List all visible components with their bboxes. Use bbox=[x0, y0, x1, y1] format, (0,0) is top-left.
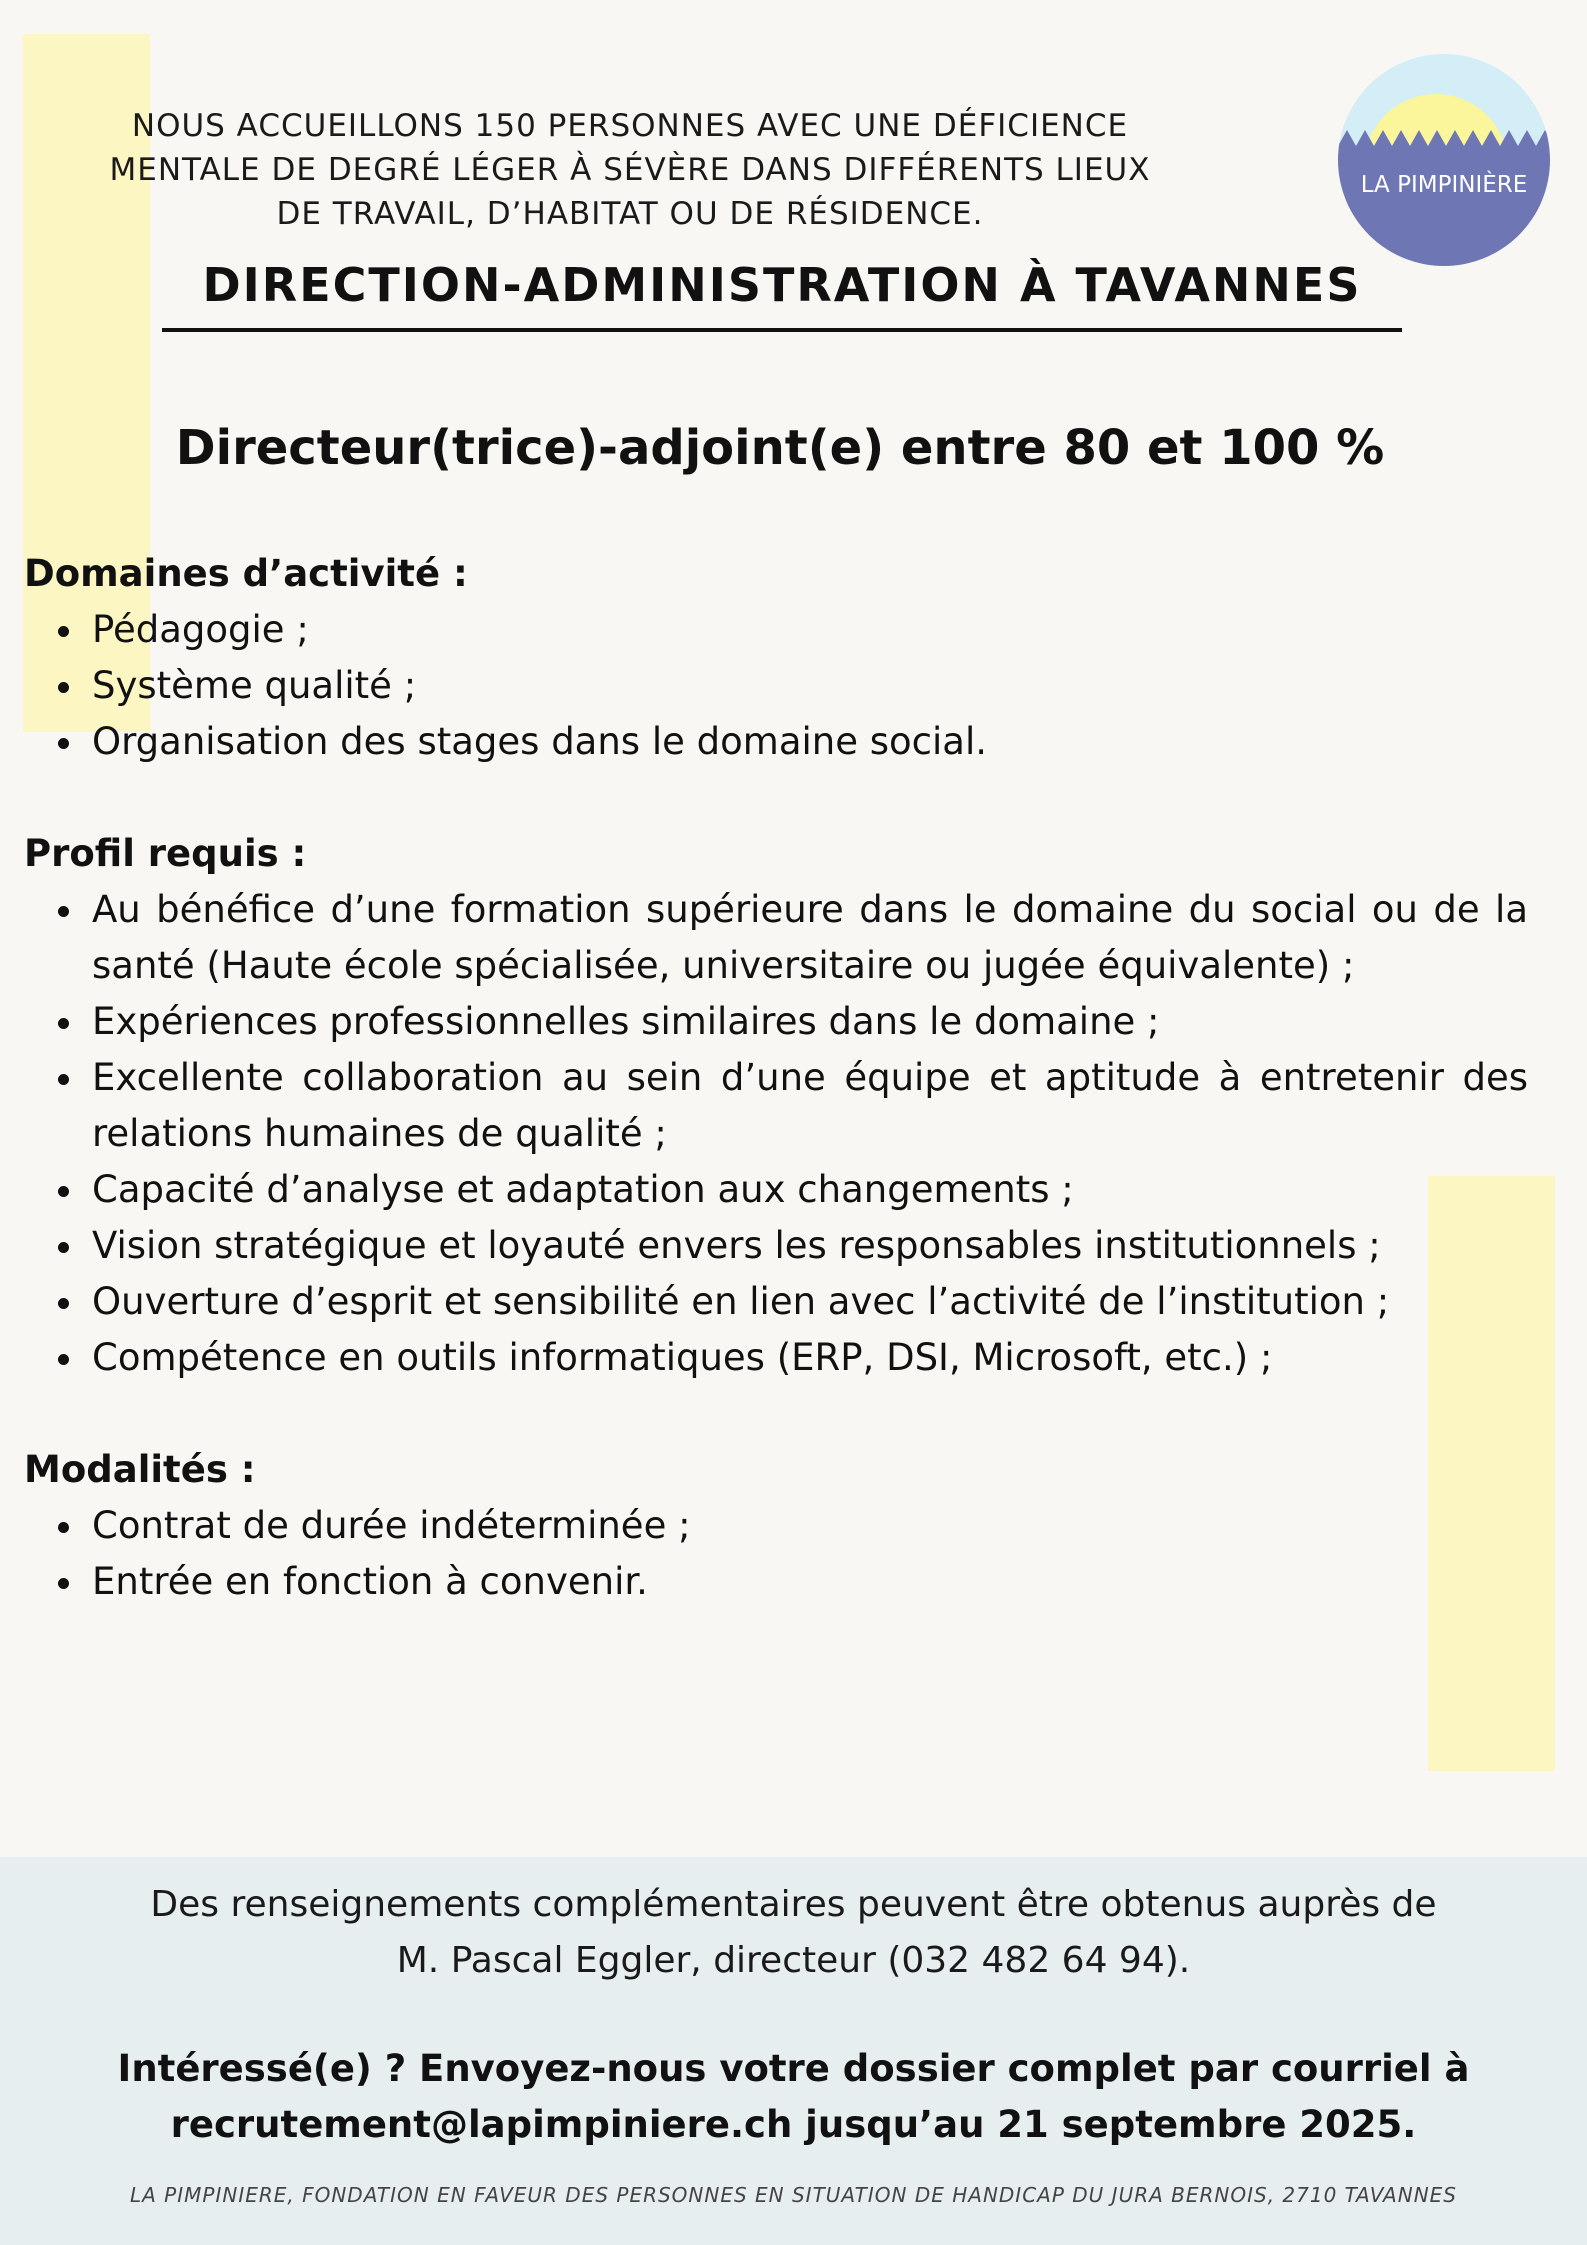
job-details bbox=[24, 546, 1528, 1666]
footer bbox=[0, 1857, 1587, 2245]
list-item: Vision stratégique et loyauté envers les responsables institutionnels ; bbox=[24, 1218, 1528, 1274]
required-profile-list bbox=[24, 882, 1528, 1386]
list-item: Excellente collaboration au sein d’une équipe et aptitude à entretenir des relations humaines de qualité ; bbox=[24, 1050, 1528, 1162]
application-call bbox=[60, 2041, 1527, 2153]
list-item: Expériences professionnelles similaires dans le domaine ; bbox=[24, 994, 1528, 1050]
list-item: Organisation des stages dans le domaine social. bbox=[24, 714, 1528, 770]
terms-list bbox=[24, 1498, 1528, 1610]
list-item: Ouverture d’esprit et sensibilité en lien avec l’activité de l’institution ; bbox=[24, 1274, 1528, 1330]
list-item: Capacité d’analyse et adaptation aux changements ; bbox=[24, 1162, 1528, 1218]
job-title: Directeur(trice)-adjoint(e) entre 80 et 100 % bbox=[175, 420, 1385, 476]
section-title: Domaines d’activité : bbox=[24, 552, 468, 595]
list-item: Compétence en outils informatiques (ERP, DSI, Microsoft, etc.) ; bbox=[24, 1330, 1528, 1386]
section-activity-domains bbox=[24, 546, 1528, 770]
list-item: Au bénéfice d’une formation supérieure dans le domaine du social ou de la santé (Haute école spécialisée, universitaire ou jugée équivalente) ; bbox=[24, 882, 1528, 994]
section-required-profile bbox=[24, 826, 1528, 1386]
application-line: Intéressé(e) ? Envoyez-nous votre dossier complet par courriel à bbox=[117, 2047, 1470, 2090]
intro-line: NOUS ACCUEILLONS 150 PERSONNES AVEC UNE DÉFICIENCE bbox=[131, 108, 1129, 144]
page-headline: DIRECTION-ADMINISTRATION À TAVANNES bbox=[162, 258, 1402, 332]
intro-line: MENTALE DE DEGRÉ LÉGER À SÉVÈRE DANS DIFFÉRENTS LIEUX bbox=[109, 152, 1151, 188]
list-item: Système qualité ; bbox=[24, 658, 1528, 714]
list-item: Contrat de durée indéterminée ; bbox=[24, 1498, 1528, 1554]
application-line: recrutement@lapimpiniere.ch jusqu’au 21 septembre 2025. bbox=[170, 2103, 1417, 2146]
activity-domains-list bbox=[24, 602, 1528, 770]
intro-line: DE TRAVAIL, D’HABITAT OU DE RÉSIDENCE. bbox=[276, 196, 984, 232]
list-item: Pédagogie ; bbox=[24, 602, 1528, 658]
section-title: Modalités : bbox=[24, 1448, 256, 1491]
logo-text: LA PIMPINIÈRE bbox=[1360, 172, 1528, 198]
foundation-info: LA PIMPINIERE, FONDATION EN FAVEUR DES PERSONNES EN SITUATION DE HANDICAP DU JURA BERNOIS, 2710 TAVANNES bbox=[130, 2183, 1457, 2207]
contact-line: M. Pascal Eggler, directeur (032 482 64 94). bbox=[396, 1940, 1191, 1981]
la-pimpiniere-logo bbox=[1338, 54, 1550, 266]
intro-text bbox=[60, 104, 1200, 236]
contact-info bbox=[60, 1877, 1527, 1989]
contact-line: Des renseignements complémentaires peuvent être obtenus auprès de bbox=[150, 1884, 1437, 1925]
section-title: Profil requis : bbox=[24, 832, 307, 875]
list-item: Entrée en fonction à convenir. bbox=[24, 1554, 1528, 1610]
section-terms bbox=[24, 1442, 1528, 1610]
